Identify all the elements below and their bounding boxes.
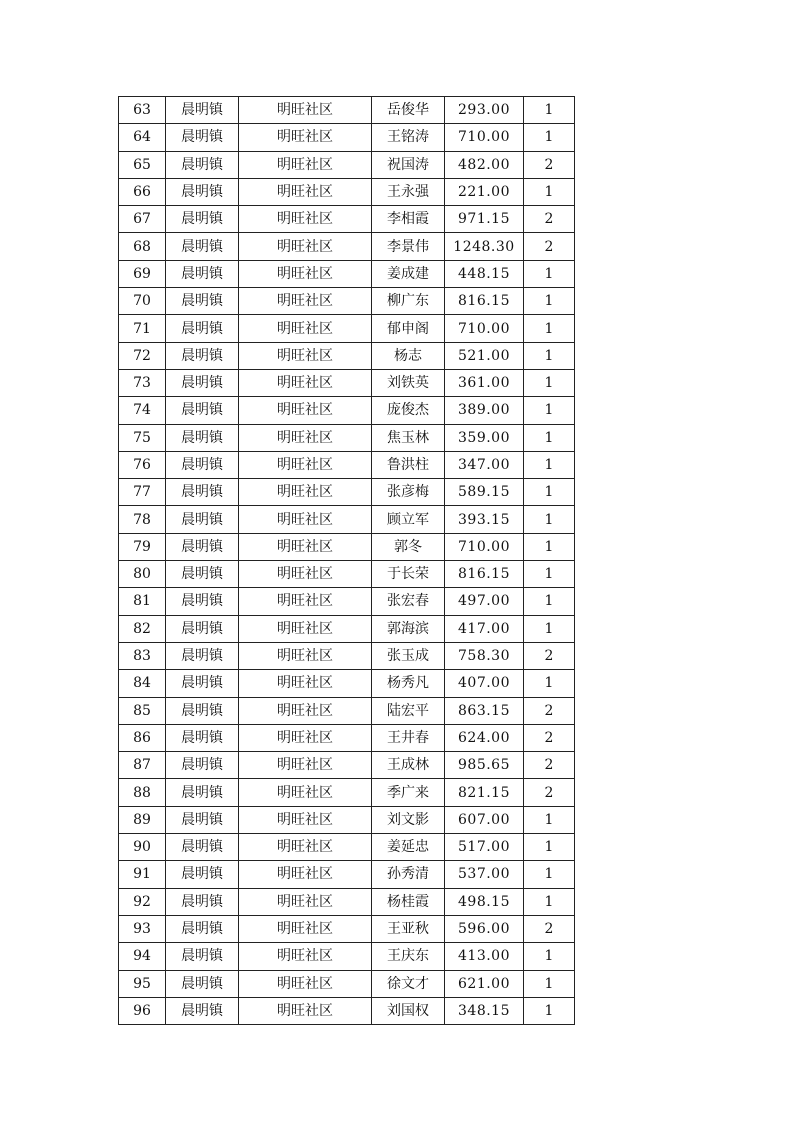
community-cell: 明旺社区	[239, 315, 372, 342]
community-cell: 明旺社区	[239, 642, 372, 669]
town-cell: 晨明镇	[166, 151, 239, 178]
town-cell: 晨明镇	[166, 206, 239, 233]
person-name-cell: 杨志	[372, 342, 445, 369]
person-name-cell: 鲁洪柱	[372, 451, 445, 478]
community-cell: 明旺社区	[239, 970, 372, 997]
household-count-cell: 1	[524, 997, 575, 1024]
household-count-cell: 1	[524, 670, 575, 697]
person-name-cell: 杨秀凡	[372, 670, 445, 697]
town-cell: 晨明镇	[166, 178, 239, 205]
amount-cell: 710.00	[445, 533, 524, 560]
town-cell: 晨明镇	[166, 943, 239, 970]
row-number-cell: 89	[119, 806, 166, 833]
amount-cell: 482.00	[445, 151, 524, 178]
household-count-cell: 1	[524, 124, 575, 151]
town-cell: 晨明镇	[166, 369, 239, 396]
person-name-cell: 刘国权	[372, 997, 445, 1024]
row-number-cell: 86	[119, 724, 166, 751]
town-cell: 晨明镇	[166, 506, 239, 533]
amount-cell: 710.00	[445, 315, 524, 342]
table-row	[119, 342, 575, 369]
table-row	[119, 315, 575, 342]
table-row	[119, 124, 575, 151]
table-row	[119, 615, 575, 642]
amount-cell: 359.00	[445, 424, 524, 451]
community-cell: 明旺社区	[239, 288, 372, 315]
household-count-cell: 1	[524, 888, 575, 915]
person-name-cell: 姜成建	[372, 260, 445, 287]
person-name-cell: 顾立军	[372, 506, 445, 533]
amount-cell: 624.00	[445, 724, 524, 751]
row-number-cell: 84	[119, 670, 166, 697]
person-name-cell: 柳广东	[372, 288, 445, 315]
table-row	[119, 806, 575, 833]
row-number-cell: 65	[119, 151, 166, 178]
amount-cell: 521.00	[445, 342, 524, 369]
amount-cell: 413.00	[445, 943, 524, 970]
town-cell: 晨明镇	[166, 997, 239, 1024]
town-cell: 晨明镇	[166, 288, 239, 315]
amount-cell: 407.00	[445, 670, 524, 697]
town-cell: 晨明镇	[166, 752, 239, 779]
table-row	[119, 915, 575, 942]
amount-cell: 971.15	[445, 206, 524, 233]
community-cell: 明旺社区	[239, 151, 372, 178]
row-number-cell: 87	[119, 752, 166, 779]
community-cell: 明旺社区	[239, 724, 372, 751]
community-cell: 明旺社区	[239, 997, 372, 1024]
row-number-cell: 92	[119, 888, 166, 915]
town-cell: 晨明镇	[166, 97, 239, 124]
community-cell: 明旺社区	[239, 697, 372, 724]
row-number-cell: 91	[119, 861, 166, 888]
community-cell: 明旺社区	[239, 178, 372, 205]
amount-cell: 710.00	[445, 124, 524, 151]
community-cell: 明旺社区	[239, 915, 372, 942]
amount-cell: 596.00	[445, 915, 524, 942]
town-cell: 晨明镇	[166, 533, 239, 560]
row-number-cell: 76	[119, 451, 166, 478]
community-cell: 明旺社区	[239, 943, 372, 970]
row-number-cell: 90	[119, 834, 166, 861]
table-row	[119, 206, 575, 233]
person-name-cell: 于长荣	[372, 561, 445, 588]
row-number-cell: 69	[119, 260, 166, 287]
household-count-cell: 1	[524, 342, 575, 369]
person-name-cell: 郭海滨	[372, 615, 445, 642]
amount-cell: 293.00	[445, 97, 524, 124]
town-cell: 晨明镇	[166, 724, 239, 751]
row-number-cell: 83	[119, 642, 166, 669]
community-cell: 明旺社区	[239, 670, 372, 697]
community-cell: 明旺社区	[239, 97, 372, 124]
table-row	[119, 451, 575, 478]
town-cell: 晨明镇	[166, 915, 239, 942]
amount-cell: 348.15	[445, 997, 524, 1024]
amount-cell: 589.15	[445, 479, 524, 506]
household-count-cell: 1	[524, 943, 575, 970]
household-count-cell: 2	[524, 779, 575, 806]
household-count-cell: 1	[524, 97, 575, 124]
row-number-cell: 63	[119, 97, 166, 124]
person-name-cell: 郭冬	[372, 533, 445, 560]
household-count-cell: 1	[524, 479, 575, 506]
amount-cell: 498.15	[445, 888, 524, 915]
household-count-cell: 1	[524, 806, 575, 833]
row-number-cell: 82	[119, 615, 166, 642]
household-count-cell: 1	[524, 588, 575, 615]
household-count-cell: 2	[524, 642, 575, 669]
community-cell: 明旺社区	[239, 561, 372, 588]
amount-cell: 389.00	[445, 397, 524, 424]
person-name-cell: 庞俊杰	[372, 397, 445, 424]
row-number-cell: 70	[119, 288, 166, 315]
table-row	[119, 970, 575, 997]
community-cell: 明旺社区	[239, 806, 372, 833]
household-count-cell: 2	[524, 752, 575, 779]
table-row	[119, 888, 575, 915]
community-cell: 明旺社区	[239, 506, 372, 533]
row-number-cell: 93	[119, 915, 166, 942]
household-count-cell: 1	[524, 561, 575, 588]
table-row	[119, 397, 575, 424]
community-cell: 明旺社区	[239, 342, 372, 369]
community-cell: 明旺社区	[239, 779, 372, 806]
community-cell: 明旺社区	[239, 533, 372, 560]
town-cell: 晨明镇	[166, 642, 239, 669]
household-count-cell: 2	[524, 206, 575, 233]
household-count-cell: 2	[524, 233, 575, 260]
person-name-cell: 陆宏平	[372, 697, 445, 724]
person-name-cell: 李相霞	[372, 206, 445, 233]
town-cell: 晨明镇	[166, 315, 239, 342]
town-cell: 晨明镇	[166, 124, 239, 151]
amount-cell: 758.30	[445, 642, 524, 669]
table-row	[119, 779, 575, 806]
household-count-cell: 1	[524, 260, 575, 287]
town-cell: 晨明镇	[166, 779, 239, 806]
person-name-cell: 季广来	[372, 779, 445, 806]
community-cell: 明旺社区	[239, 888, 372, 915]
person-name-cell: 王井春	[372, 724, 445, 751]
person-name-cell: 祝国涛	[372, 151, 445, 178]
table-row	[119, 260, 575, 287]
amount-cell: 361.00	[445, 369, 524, 396]
table-row	[119, 861, 575, 888]
table-row	[119, 588, 575, 615]
community-cell: 明旺社区	[239, 861, 372, 888]
town-cell: 晨明镇	[166, 615, 239, 642]
row-number-cell: 78	[119, 506, 166, 533]
household-count-cell: 1	[524, 533, 575, 560]
table-row	[119, 834, 575, 861]
town-cell: 晨明镇	[166, 670, 239, 697]
amount-cell: 497.00	[445, 588, 524, 615]
amount-cell: 863.15	[445, 697, 524, 724]
amount-cell: 985.65	[445, 752, 524, 779]
household-count-cell: 2	[524, 697, 575, 724]
table-row	[119, 561, 575, 588]
person-name-cell: 王庆东	[372, 943, 445, 970]
amount-cell: 448.15	[445, 260, 524, 287]
amount-cell: 821.15	[445, 779, 524, 806]
community-cell: 明旺社区	[239, 124, 372, 151]
town-cell: 晨明镇	[166, 451, 239, 478]
table-row	[119, 697, 575, 724]
row-number-cell: 79	[119, 533, 166, 560]
household-count-cell: 1	[524, 861, 575, 888]
roster-table	[118, 96, 575, 1025]
household-count-cell: 2	[524, 915, 575, 942]
person-name-cell: 郁申阁	[372, 315, 445, 342]
table-row	[119, 424, 575, 451]
row-number-cell: 74	[119, 397, 166, 424]
row-number-cell: 73	[119, 369, 166, 396]
household-count-cell: 1	[524, 970, 575, 997]
person-name-cell: 刘文影	[372, 806, 445, 833]
table-row	[119, 506, 575, 533]
row-number-cell: 68	[119, 233, 166, 260]
person-name-cell: 姜延忠	[372, 834, 445, 861]
town-cell: 晨明镇	[166, 588, 239, 615]
community-cell: 明旺社区	[239, 206, 372, 233]
community-cell: 明旺社区	[239, 233, 372, 260]
town-cell: 晨明镇	[166, 888, 239, 915]
household-count-cell: 1	[524, 506, 575, 533]
row-number-cell: 71	[119, 315, 166, 342]
community-cell: 明旺社区	[239, 479, 372, 506]
table-row	[119, 642, 575, 669]
person-name-cell: 王永强	[372, 178, 445, 205]
town-cell: 晨明镇	[166, 424, 239, 451]
community-cell: 明旺社区	[239, 424, 372, 451]
table-row	[119, 670, 575, 697]
person-name-cell: 李景伟	[372, 233, 445, 260]
amount-cell: 393.15	[445, 506, 524, 533]
row-number-cell: 66	[119, 178, 166, 205]
person-name-cell: 孙秀清	[372, 861, 445, 888]
town-cell: 晨明镇	[166, 397, 239, 424]
person-name-cell: 王铭涛	[372, 124, 445, 151]
amount-cell: 537.00	[445, 861, 524, 888]
town-cell: 晨明镇	[166, 342, 239, 369]
table-row	[119, 479, 575, 506]
row-number-cell: 95	[119, 970, 166, 997]
table-row	[119, 997, 575, 1024]
household-count-cell: 1	[524, 615, 575, 642]
table-row	[119, 943, 575, 970]
person-name-cell: 刘铁英	[372, 369, 445, 396]
table-row	[119, 151, 575, 178]
row-number-cell: 67	[119, 206, 166, 233]
amount-cell: 1248.30	[445, 233, 524, 260]
table-row	[119, 724, 575, 751]
town-cell: 晨明镇	[166, 479, 239, 506]
table-row	[119, 288, 575, 315]
household-count-cell: 1	[524, 834, 575, 861]
household-count-cell: 2	[524, 724, 575, 751]
row-number-cell: 81	[119, 588, 166, 615]
amount-cell: 816.15	[445, 561, 524, 588]
town-cell: 晨明镇	[166, 260, 239, 287]
household-count-cell: 1	[524, 397, 575, 424]
household-count-cell: 1	[524, 315, 575, 342]
community-cell: 明旺社区	[239, 451, 372, 478]
roster-table-body	[119, 97, 575, 1025]
row-number-cell: 88	[119, 779, 166, 806]
community-cell: 明旺社区	[239, 615, 372, 642]
town-cell: 晨明镇	[166, 834, 239, 861]
row-number-cell: 94	[119, 943, 166, 970]
row-number-cell: 77	[119, 479, 166, 506]
amount-cell: 517.00	[445, 834, 524, 861]
person-name-cell: 张宏春	[372, 588, 445, 615]
person-name-cell: 张彦梅	[372, 479, 445, 506]
community-cell: 明旺社区	[239, 588, 372, 615]
row-number-cell: 80	[119, 561, 166, 588]
amount-cell: 417.00	[445, 615, 524, 642]
person-name-cell: 岳俊华	[372, 97, 445, 124]
amount-cell: 621.00	[445, 970, 524, 997]
table-row	[119, 233, 575, 260]
person-name-cell: 王成林	[372, 752, 445, 779]
table-row	[119, 178, 575, 205]
community-cell: 明旺社区	[239, 397, 372, 424]
town-cell: 晨明镇	[166, 697, 239, 724]
row-number-cell: 64	[119, 124, 166, 151]
amount-cell: 607.00	[445, 806, 524, 833]
table-row	[119, 97, 575, 124]
amount-cell: 347.00	[445, 451, 524, 478]
row-number-cell: 72	[119, 342, 166, 369]
table-row	[119, 752, 575, 779]
town-cell: 晨明镇	[166, 233, 239, 260]
town-cell: 晨明镇	[166, 561, 239, 588]
person-name-cell: 王亚秋	[372, 915, 445, 942]
person-name-cell: 焦玉林	[372, 424, 445, 451]
town-cell: 晨明镇	[166, 970, 239, 997]
community-cell: 明旺社区	[239, 369, 372, 396]
table-row	[119, 369, 575, 396]
table-row	[119, 533, 575, 560]
person-name-cell: 张玉成	[372, 642, 445, 669]
household-count-cell: 1	[524, 369, 575, 396]
town-cell: 晨明镇	[166, 861, 239, 888]
row-number-cell: 96	[119, 997, 166, 1024]
row-number-cell: 85	[119, 697, 166, 724]
household-count-cell: 1	[524, 451, 575, 478]
community-cell: 明旺社区	[239, 260, 372, 287]
amount-cell: 816.15	[445, 288, 524, 315]
row-number-cell: 75	[119, 424, 166, 451]
household-count-cell: 1	[524, 288, 575, 315]
town-cell: 晨明镇	[166, 806, 239, 833]
household-count-cell: 2	[524, 151, 575, 178]
person-name-cell: 杨桂霞	[372, 888, 445, 915]
household-count-cell: 1	[524, 178, 575, 205]
amount-cell: 221.00	[445, 178, 524, 205]
community-cell: 明旺社区	[239, 752, 372, 779]
household-count-cell: 1	[524, 424, 575, 451]
person-name-cell: 徐文才	[372, 970, 445, 997]
community-cell: 明旺社区	[239, 834, 372, 861]
